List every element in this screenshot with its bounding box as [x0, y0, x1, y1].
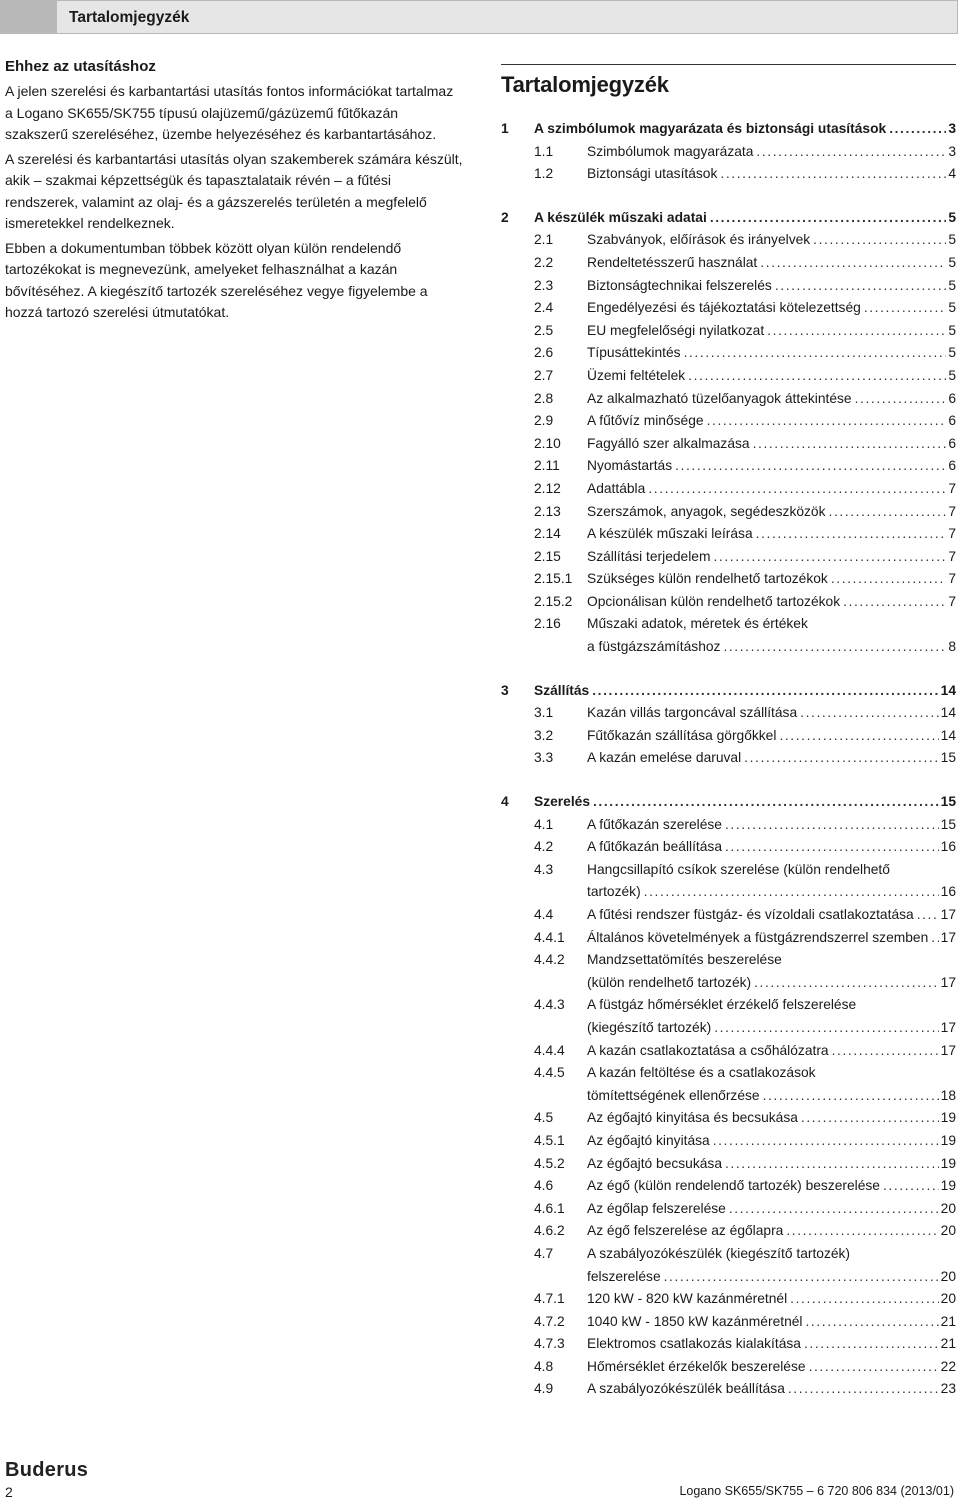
toc-entry-label: Rendeltetésszerű használat: [587, 254, 758, 270]
toc-divider: [501, 64, 956, 65]
toc-entry-label-continued: tartozék): [587, 884, 641, 900]
toc-entry[interactable]: [501, 1107, 956, 1130]
toc-leader-dots: [931, 927, 938, 950]
toc-entry[interactable]: [501, 455, 956, 478]
page-number: 2: [5, 1484, 13, 1500]
toc-entry-continuation[interactable]: [501, 636, 956, 659]
toc-entry[interactable]: [501, 297, 956, 320]
toc-entry[interactable]: [501, 814, 956, 837]
toc-entry[interactable]: [501, 523, 956, 546]
toc-leader-dots: [664, 1266, 939, 1289]
header-tab-block: [1, 1, 57, 34]
toc-entry-page: 7: [948, 503, 956, 519]
toc-section: [501, 207, 956, 659]
toc-entry-number: 4.6.2: [534, 1223, 565, 1239]
toc-entry-label: Szabványok, előírások és irányelvek: [587, 232, 811, 248]
toc-leader-dots: [644, 881, 939, 904]
toc-entry[interactable]: [501, 1040, 956, 1063]
toc-entry-number: 2: [501, 209, 509, 225]
toc-leader-dots: [813, 229, 946, 252]
toc-entry-number: 3.3: [534, 750, 554, 766]
toc-leader-dots: [779, 725, 938, 748]
toc-leader-dots: [713, 546, 946, 569]
intro-paragraph: A szerelési és karbantartási utasítás olyan szakemberek számára készült, akik ‒ szakmai képzettségük és tapasztalataik révén ‒ a fűtési rendszerek, valamint az olaj- és a gázszerelés területén a megfelelő ismeretekkel rendelkeznek.: [5, 150, 463, 231]
toc-entry-page: 21: [940, 1313, 956, 1329]
toc-leader-dots: [883, 1175, 939, 1198]
toc-entry-page: 19: [940, 1178, 956, 1194]
toc-leader-dots: [729, 1198, 939, 1221]
toc-entry-number: 4.9: [534, 1381, 554, 1397]
toc-section-entry[interactable]: [501, 680, 956, 703]
toc-entry-label: 120 kW - 820 kW kazánméretnél: [587, 1291, 788, 1307]
toc-leader-dots: [775, 275, 946, 298]
toc-leader-dots: [917, 904, 939, 927]
toc-entry-label: Elektromos csatlakozás kialakítása: [587, 1336, 801, 1352]
toc-entry[interactable]: [501, 163, 956, 186]
toc-entry-page: 3: [948, 143, 956, 159]
toc-entry[interactable]: [501, 747, 956, 770]
toc-leader-dots: [675, 455, 946, 478]
toc-entry-page: 14: [940, 705, 956, 721]
toc-entry[interactable]: [501, 904, 956, 927]
toc-entry-page: 17: [940, 1042, 956, 1058]
toc-entry[interactable]: [501, 410, 956, 433]
toc-entry-label: Szállítás: [534, 682, 590, 698]
toc-entry-label: Típusáttekintés: [587, 345, 681, 361]
toc-leader-dots: [805, 1311, 938, 1334]
toc-entry[interactable]: [501, 1198, 956, 1221]
toc-entry-number: 4.4.2: [534, 952, 565, 968]
toc-entry-page: 19: [940, 1110, 956, 1126]
intro-paragraph: A jelen szerelési és karbantartási utasítás fontos információkat tartalmaz a Logano SK655/SK755 típusú olajüzemű/gázüzemű fűtőkazán szakszerű szereléséhez, üzembe helyezéséhez és karbantartásához.: [5, 83, 454, 142]
toc-entry[interactable]: [501, 1153, 956, 1176]
toc-leader-dots: [593, 791, 939, 814]
toc-entry-number: 2.15.2: [534, 593, 573, 609]
toc-entry-page: 5: [948, 300, 956, 316]
toc-entry-number: 4.5.2: [534, 1155, 565, 1171]
toc-entry-page: 5: [948, 277, 956, 293]
toc-leader-dots: [592, 680, 938, 703]
brand-logo: Buderus: [5, 1459, 89, 1481]
toc-entry-number: 1: [501, 121, 509, 136]
toc-leader-dots: [788, 1378, 939, 1401]
toc-entry-number: 2.4: [534, 300, 554, 316]
toc-leader-dots: [754, 972, 939, 995]
toc-leader-dots: [801, 1107, 939, 1130]
toc-entry-label: 1040 kW - 1850 kW kazánméretnél: [587, 1313, 803, 1329]
toc-entry-label: Az égőajtó kinyitása: [587, 1132, 710, 1148]
toc-entry-continuation[interactable]: [501, 1017, 956, 1040]
toc-entry-label-continued: (kiegészítő tartozék): [587, 1019, 712, 1035]
toc-entry-page: 15: [940, 794, 956, 810]
header-bar: [0, 0, 958, 34]
toc-entry-number: 2.15: [534, 548, 561, 564]
toc-entry-number: 2.12: [534, 480, 561, 496]
toc-entry-label: A szimbólumok magyarázata és biztonsági utasítások: [534, 121, 887, 136]
toc-leader-dots: [756, 523, 947, 546]
toc-leader-dots: [688, 365, 946, 388]
toc-entry-number: 1.2: [534, 166, 554, 182]
toc-entry-page: 16: [940, 884, 956, 900]
toc-entry-number: 4.1: [534, 816, 554, 832]
toc-entry-number: 4: [501, 794, 509, 810]
toc-leader-dots: [648, 478, 946, 501]
toc-entry-page: 7: [948, 593, 956, 609]
toc-entry-page: 7: [948, 480, 956, 496]
toc-entry[interactable]: [501, 342, 956, 365]
toc-entry-page: 20: [940, 1268, 956, 1284]
toc-leader-dots: [723, 636, 946, 659]
toc-entry-label: Az égő (külön rendelendő tartozék) beszerelése: [587, 1178, 880, 1194]
toc-entry-page: 20: [940, 1200, 956, 1216]
toc-leader-dots: [864, 297, 947, 320]
toc-entry-page: 8: [948, 639, 956, 655]
toc-entry-page: 15: [940, 816, 956, 832]
toc-entry-page: 23: [940, 1381, 956, 1397]
toc-entry[interactable]: [501, 591, 956, 614]
toc-entry-page: 5: [948, 254, 956, 270]
page-header-title: Tartalomjegyzék: [69, 9, 190, 26]
toc-entry-page: 21: [940, 1336, 956, 1352]
toc-entry-label: Az alkalmazható tüzelőanyagok áttekintése: [587, 390, 852, 406]
toc-entry-page: 6: [948, 458, 956, 474]
toc-column: [501, 64, 956, 1422]
intro-heading: Ehhez az utasításhoz: [5, 58, 156, 75]
toc-leader-dots: [790, 1288, 939, 1311]
toc-entry-continuation[interactable]: [501, 881, 956, 904]
toc-entry-label: Szükséges külön rendelhető tartozékok: [587, 571, 828, 587]
toc-entry-label: Hőmérséklet érzékelők beszerelése: [587, 1358, 806, 1374]
toc-entry-page: 6: [948, 435, 956, 451]
toc-entry-page: 17: [940, 1019, 956, 1035]
toc-entry-label-continued: a füstgázszámításhoz: [587, 639, 721, 655]
toc-leader-dots: [767, 320, 946, 343]
toc-entry-page: 7: [948, 548, 956, 564]
toc-entry-label: Opcionálisan külön rendelhető tartozékok: [587, 593, 841, 609]
toc-entry-continuation[interactable]: [501, 972, 956, 995]
intro-column: [5, 58, 463, 327]
toc-leader-dots: [744, 747, 938, 770]
toc-entry-page: 15: [940, 750, 956, 766]
toc-entry-label: Az égő felszerelése az égőlapra: [587, 1223, 784, 1239]
intro-paragraph: Ebben a dokumentumban többek között olyan külön rendelendő tartozékokat is megnevezünk, amelyeket felhasználhat a kazán bővítéséhez. A kiegészítő tartozék szereléséhez vegye figyelembe a hozzá tartozó szerelési útmutatókat.: [5, 239, 428, 320]
toc-entry-number: 4.4.3: [534, 997, 565, 1013]
toc-entry-number: 4.7.3: [534, 1336, 565, 1352]
toc-entry-number: 2.2: [534, 254, 554, 270]
toc-entry[interactable]: [501, 365, 956, 388]
toc-leader-dots: [832, 1040, 939, 1063]
toc-entry-label: Adattábla: [587, 480, 646, 496]
toc-entry-page: 19: [940, 1155, 956, 1171]
toc-leader-dots: [753, 433, 947, 456]
toc-entry-label: Fűtőkazán szállítása görgőkkel: [587, 727, 777, 743]
toc-entry-number: 2.16: [534, 616, 561, 632]
toc-entry-number: 4.7.1: [534, 1291, 565, 1307]
toc-entry[interactable]: [501, 949, 956, 972]
toc-entry[interactable]: [501, 836, 956, 859]
toc-entry-page: 17: [940, 974, 956, 990]
toc-entry-label: Az égőajtó becsukása: [587, 1155, 722, 1171]
toc-entry-page: 16: [940, 839, 956, 855]
toc-leader-dots: [707, 410, 947, 433]
toc-entry-number: 3: [501, 682, 509, 698]
toc-title: Tartalomjegyzék: [501, 72, 669, 97]
toc-entry-number: 3.2: [534, 727, 554, 743]
toc-entry-number: 2.3: [534, 277, 554, 293]
toc-entry-page: 17: [940, 929, 956, 945]
toc-entry-number: 4.4.4: [534, 1042, 565, 1058]
toc-entry-number: 4.8: [534, 1358, 554, 1374]
toc-entry-label: Nyomástartás: [587, 458, 673, 474]
toc-leader-dots: [831, 568, 946, 591]
toc-entry[interactable]: [501, 613, 956, 636]
toc-section: [501, 791, 956, 1401]
toc-leader-dots: [804, 1333, 939, 1356]
toc-entry-number: 4.2: [534, 839, 554, 855]
toc-entry-label: A fűtőkazán beállítása: [587, 839, 722, 855]
toc-entry-number: 4.6.1: [534, 1200, 565, 1216]
toc-entry-label: Üzemi feltételek: [587, 367, 686, 383]
toc-entry-number: 4.4.5: [534, 1065, 565, 1081]
toc-entry-label: Szerelés: [534, 794, 590, 810]
toc-entry-label: Biztonsági utasítások: [587, 166, 718, 182]
toc-entry-continuation[interactable]: [501, 1085, 956, 1108]
toc-entry-label: Szállítási terjedelem: [587, 548, 711, 564]
toc-leader-dots: [725, 836, 939, 859]
toc-entry-number: 2.9: [534, 413, 554, 429]
toc-entry-label: A kazán csatlakoztatása a csőhálózatra: [587, 1042, 829, 1058]
toc-entry-label-continued: (külön rendelhető tartozék): [587, 974, 752, 990]
toc-entry[interactable]: [501, 1333, 956, 1356]
toc-entry-label: A szabályozókészülék beállítása: [587, 1381, 785, 1397]
toc-entry-number: 2.8: [534, 390, 554, 406]
toc-entry-page: 22: [940, 1358, 956, 1374]
toc-entry-number: 2.7: [534, 367, 554, 383]
toc-leader-dots: [720, 163, 946, 186]
toc-entry[interactable]: [501, 252, 956, 275]
toc-entry-number: 2.6: [534, 345, 554, 361]
toc-entry-page: 6: [948, 390, 956, 406]
toc-section-entry[interactable]: [501, 118, 956, 141]
toc-leader-dots: [809, 1356, 939, 1379]
toc-leader-dots: [725, 814, 939, 837]
toc-entry-page: 3: [948, 121, 956, 136]
toc-entry-number: 4.7: [534, 1245, 554, 1261]
toc-entry-label: A szabályozókészülék (kiegészítő tartozék): [587, 1245, 851, 1261]
toc-entry-label: A kazán emelése daruval: [587, 750, 742, 766]
toc-entry-number: 2.5: [534, 322, 554, 338]
toc-entry-page: 5: [948, 367, 956, 383]
toc-entry[interactable]: [501, 433, 956, 456]
toc-entry-number: 4.4.1: [534, 929, 565, 945]
toc-entry-label: A készülék műszaki adatai: [534, 209, 707, 225]
toc-entry[interactable]: [501, 927, 956, 950]
toc-entry[interactable]: [501, 141, 956, 164]
toc-entry[interactable]: [501, 546, 956, 569]
toc-leader-dots: [725, 1153, 939, 1176]
toc-entry-label: Engedélyezési és tájékoztatási kötelezettség: [587, 300, 861, 316]
toc-entry-label: Kazán villás targoncával szállítása: [587, 705, 798, 721]
toc-entry[interactable]: [501, 1378, 956, 1401]
toc-entry-number: 1.1: [534, 143, 554, 159]
toc-section-entry[interactable]: [501, 207, 956, 230]
toc-entry-label: Hangcsillapító csíkok szerelése (külön rendelhető: [587, 861, 890, 877]
toc-entry-page: 5: [948, 232, 956, 248]
toc-entry[interactable]: [501, 320, 956, 343]
toc-entry[interactable]: [501, 229, 956, 252]
toc-entry-label: Szimbólumok magyarázata: [587, 143, 754, 159]
toc-leader-dots: [855, 388, 947, 411]
toc-leader-dots: [829, 501, 947, 524]
toc-leader-dots: [713, 1130, 939, 1153]
toc-entry-page: 7: [948, 571, 956, 587]
toc-entry-number: 4.4: [534, 907, 554, 922]
toc-entry-number: 2.1: [534, 232, 554, 248]
toc-entry-page: 4: [948, 166, 956, 182]
toc-entry[interactable]: [501, 1175, 956, 1198]
toc-entry[interactable]: [501, 478, 956, 501]
toc-entry[interactable]: [501, 702, 956, 725]
toc-entry-number: 4.7.2: [534, 1313, 565, 1329]
toc-entry-number: 4.5: [534, 1110, 554, 1126]
toc-leader-dots: [710, 207, 947, 230]
toc-entry-label: A fűtővíz minősége: [587, 413, 704, 429]
toc-section-entry[interactable]: [501, 791, 956, 814]
toc-list: [501, 118, 956, 1401]
toc-leader-dots: [786, 1220, 938, 1243]
toc-entry-label: Szerszámok, anyagok, segédeszközök: [587, 503, 826, 519]
toc-leader-dots: [843, 591, 946, 614]
toc-entry[interactable]: [501, 1130, 956, 1153]
toc-entry-label: EU megfelelőségi nyilatkozat: [587, 322, 765, 338]
toc-leader-dots: [889, 118, 946, 141]
toc-entry-page: 19: [940, 1132, 956, 1148]
toc-entry-number: 4.5.1: [534, 1132, 565, 1148]
toc-leader-dots: [756, 141, 946, 164]
toc-entry-number: 2.11: [534, 458, 560, 474]
toc-entry[interactable]: [501, 1220, 956, 1243]
toc-entry-page: 14: [940, 727, 956, 743]
toc-entry-page: 14: [940, 682, 956, 698]
toc-entry-label-continued: tömítettségének ellenőrzése: [587, 1087, 760, 1103]
toc-entry-label: Fagyálló szer alkalmazása: [587, 435, 750, 451]
toc-entry-page: 6: [948, 413, 956, 429]
toc-entry-number: 2.10: [534, 435, 561, 451]
toc-entry[interactable]: [501, 1311, 956, 1334]
toc-entry-continuation[interactable]: [501, 1266, 956, 1289]
toc-entry[interactable]: [501, 275, 956, 298]
toc-entry-label: Műszaki adatok, méretek és értékek: [587, 616, 808, 632]
toc-entry-label: Az égőajtó kinyitása és becsukása: [587, 1110, 798, 1126]
toc-entry[interactable]: [501, 568, 956, 591]
toc-entry-label: Mandzsettatömítés beszerelése: [587, 952, 782, 968]
toc-leader-dots: [714, 1017, 938, 1040]
toc-section: [501, 118, 956, 186]
toc-entry[interactable]: [501, 1356, 956, 1379]
toc-entry-page: 17: [940, 907, 956, 922]
toc-entry-label: A készülék műszaki leírása: [587, 526, 753, 542]
toc-entry-label-continued: felszerelése: [587, 1268, 661, 1284]
toc-entry-label: A kazán feltöltése és a csatlakozások: [587, 1065, 816, 1081]
toc-entry-label: Általános követelmények a füstgázrendszerrel szemben: [587, 929, 929, 945]
toc-entry[interactable]: [501, 1288, 956, 1311]
toc-entry-page: 5: [948, 345, 956, 361]
toc-entry-number: 2.15.1: [534, 571, 573, 587]
toc-entry-label: A fűtési rendszer füstgáz- és vízoldali csatlakoztatása: [587, 907, 914, 922]
document-reference: Logano SK655/SK755 – 6 720 806 834 (2013/01): [679, 1484, 954, 1498]
toc-entry[interactable]: [501, 1243, 956, 1266]
toc-entry-label: A fűtőkazán szerelése: [587, 816, 722, 832]
toc-entry[interactable]: [501, 725, 956, 748]
toc-leader-dots: [763, 1085, 939, 1108]
toc-entry-page: 20: [940, 1223, 956, 1239]
toc-entry-number: 4.6: [534, 1178, 554, 1194]
toc-entry-label: A füstgáz hőmérséklet érzékelő felszerelése: [587, 997, 857, 1013]
toc-entry[interactable]: [501, 501, 956, 524]
toc-entry-label: Az égőlap felszerelése: [587, 1200, 726, 1216]
toc-entry[interactable]: [501, 994, 956, 1017]
toc-leader-dots: [800, 702, 939, 725]
toc-entry[interactable]: [501, 859, 956, 882]
toc-entry-page: 18: [940, 1087, 956, 1103]
toc-entry-number: 4.3: [534, 861, 554, 877]
toc-entry[interactable]: [501, 388, 956, 411]
toc-entry-number: 3.1: [534, 705, 554, 721]
toc-entry-number: 2.13: [534, 503, 561, 519]
toc-entry[interactable]: [501, 1062, 956, 1085]
toc-entry-page: 5: [948, 322, 956, 338]
toc-section: [501, 680, 956, 770]
toc-entry-page: 7: [948, 526, 956, 542]
toc-entry-page: 20: [940, 1291, 956, 1307]
toc-leader-dots: [760, 252, 946, 275]
toc-entry-number: 2.14: [534, 526, 561, 542]
toc-entry-label: Biztonságtechnikai felszerelés: [587, 277, 772, 293]
toc-entry-page: 5: [948, 209, 956, 225]
toc-leader-dots: [684, 342, 947, 365]
